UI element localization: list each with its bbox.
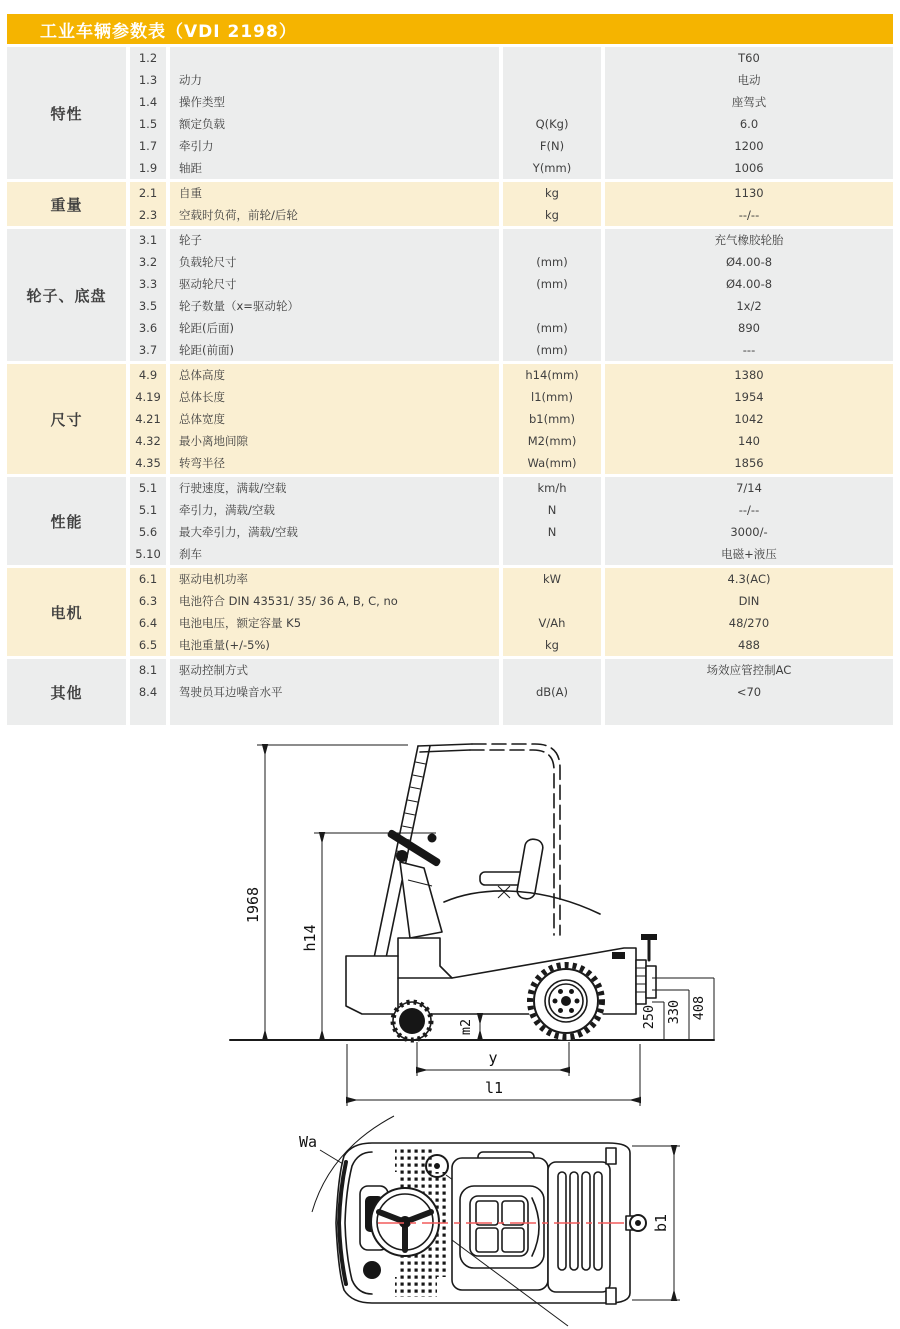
- dim-label-h14: h14: [301, 924, 319, 952]
- row-number: 5.1: [130, 499, 166, 521]
- row-number: 4.9: [130, 364, 166, 386]
- row-description: 轮距(前面): [170, 339, 499, 361]
- row-value: 488: [605, 634, 893, 656]
- steering-knob: [428, 834, 437, 843]
- row-number: 3.2: [130, 251, 166, 273]
- row-number: 3.7: [130, 339, 166, 361]
- section-label: 轮子、底盘: [7, 229, 126, 361]
- row-value: 1856: [605, 452, 893, 474]
- section-label: 性能: [7, 477, 126, 565]
- row-value: Ø4.00-8: [605, 273, 893, 295]
- row-unit: kg: [503, 634, 601, 656]
- guard-rear-pillar: [472, 744, 560, 935]
- hitch-block: [646, 966, 656, 998]
- row-number: 6.5: [130, 634, 166, 656]
- spacer-cell: [503, 703, 601, 725]
- row-description: 驱动控制方式: [170, 659, 499, 681]
- row-number: 6.4: [130, 612, 166, 634]
- dim-label-m2: m2: [458, 1018, 474, 1036]
- row-unit: kg: [503, 182, 601, 204]
- row-number: 3.6: [130, 317, 166, 339]
- row-value: DIN: [605, 590, 893, 612]
- dim-label-b1: b1: [652, 1213, 670, 1233]
- table-section: [7, 47, 893, 179]
- row-unit: [503, 69, 601, 91]
- row-description: 自重: [170, 182, 499, 204]
- guard-top-front: [420, 750, 470, 752]
- row-value: 充气橡胶轮胎: [605, 229, 893, 251]
- table-section: [7, 477, 893, 565]
- row-unit: kg: [503, 204, 601, 226]
- steering-hub: [396, 850, 408, 862]
- row-number: 1.9: [130, 157, 166, 179]
- row-value: 3000/-: [605, 521, 893, 543]
- row-value: 1200: [605, 135, 893, 157]
- row-number: 4.32: [130, 430, 166, 452]
- table-section: [7, 659, 893, 725]
- section-label: 电机: [7, 568, 126, 656]
- row-description: 负载轮尺寸: [170, 251, 499, 273]
- row-number: 8.4: [130, 681, 166, 703]
- dim-label-408: 408: [691, 995, 707, 1021]
- row-value: 48/270: [605, 612, 893, 634]
- row-number: 1.2: [130, 47, 166, 69]
- section-label: 尺寸: [7, 364, 126, 474]
- row-description: 动力: [170, 69, 499, 91]
- row-value: 电磁+液压: [605, 543, 893, 565]
- row-unit: [503, 590, 601, 612]
- row-number: 5.1: [130, 477, 166, 499]
- cover-tab: [606, 1148, 616, 1164]
- row-value: 电动: [605, 69, 893, 91]
- page-title-bar: [7, 14, 893, 44]
- row-number: 6.3: [130, 590, 166, 612]
- row-description: 驱动电机功率: [170, 568, 499, 590]
- row-value: 座驾式: [605, 91, 893, 113]
- section-label: 重量: [7, 182, 126, 226]
- row-value: 1954: [605, 386, 893, 408]
- row-unit: [503, 659, 601, 681]
- dim-label-wa: Wa: [298, 1133, 318, 1151]
- row-number: 1.3: [130, 69, 166, 91]
- row-description: 操作类型: [170, 91, 499, 113]
- row-value: 场效应管控制AC: [605, 659, 893, 681]
- guard-top-front: [418, 744, 472, 746]
- page-title: 工业车辆参数表（VDI 2198）: [40, 21, 297, 42]
- seat-cushion: [470, 1196, 528, 1256]
- spacer-cell: [130, 703, 166, 725]
- row-unit: Wa(mm): [503, 452, 601, 474]
- row-description: [170, 47, 499, 69]
- row-number: 2.1: [130, 182, 166, 204]
- steering-column-center: [434, 1163, 440, 1169]
- row-number: 3.3: [130, 273, 166, 295]
- spacer-cell: [170, 703, 499, 725]
- row-description: 轮子数量（x=驱动轮）: [170, 295, 499, 317]
- row-value: Ø4.00-8: [605, 251, 893, 273]
- dim-label-l1: l1: [484, 1079, 504, 1097]
- dim-label-1968: 1968: [244, 886, 262, 924]
- row-description: 最小离地间隙: [170, 430, 499, 452]
- row-number: 4.19: [130, 386, 166, 408]
- row-description: 转弯半径: [170, 452, 499, 474]
- row-description: 电池符合 DIN 43531/ 35/ 36 A, B, C, no: [170, 590, 499, 612]
- row-unit: [503, 229, 601, 251]
- row-number: 1.7: [130, 135, 166, 157]
- row-unit: kW: [503, 568, 601, 590]
- row-value: 7/14: [605, 477, 893, 499]
- row-unit: [503, 543, 601, 565]
- row-number: 4.21: [130, 408, 166, 430]
- row-description: 驱动轮尺寸: [170, 273, 499, 295]
- row-number: 6.1: [130, 568, 166, 590]
- row-description: 牵引力: [170, 135, 499, 157]
- row-value: 140: [605, 430, 893, 452]
- row-value: <70: [605, 681, 893, 703]
- row-description: 总体宽度: [170, 408, 499, 430]
- row-description: 最大牵引力，满载/空载: [170, 521, 499, 543]
- row-description: 轴距: [170, 157, 499, 179]
- row-description: 总体高度: [170, 364, 499, 386]
- row-value: --/--: [605, 204, 893, 226]
- row-value: 1x/2: [605, 295, 893, 317]
- row-number: 5.6: [130, 521, 166, 543]
- row-description: 行驶速度，满载/空载: [170, 477, 499, 499]
- row-unit: N: [503, 499, 601, 521]
- row-description: 驾驶员耳边噪音水平: [170, 681, 499, 703]
- technical-drawing: [0, 725, 900, 1329]
- row-description: 轮子: [170, 229, 499, 251]
- front-wheel-tire: [399, 1008, 425, 1034]
- row-unit: (mm): [503, 317, 601, 339]
- row-unit: b1(mm): [503, 408, 601, 430]
- table-section: [7, 568, 893, 656]
- spec-table: [7, 47, 893, 728]
- row-number: 1.4: [130, 91, 166, 113]
- row-description: 额定负载: [170, 113, 499, 135]
- section-label: 其他: [7, 659, 126, 725]
- row-value: 1042: [605, 408, 893, 430]
- dim-label-y: y: [488, 1049, 498, 1067]
- row-unit: [503, 295, 601, 317]
- table-section: [7, 182, 893, 226]
- row-number: 1.5: [130, 113, 166, 135]
- seat-backrest: [516, 838, 544, 900]
- row-number: 3.1: [130, 229, 166, 251]
- row-description: 电池电压，额定容量 K5: [170, 612, 499, 634]
- side-view-drawing: [230, 744, 714, 1106]
- row-unit: (mm): [503, 273, 601, 295]
- row-value: --/--: [605, 499, 893, 521]
- steering-console: [400, 862, 442, 938]
- row-unit: (mm): [503, 251, 601, 273]
- row-description: 轮距(后面): [170, 317, 499, 339]
- dim-label-330: 330: [666, 999, 682, 1025]
- rear-wheel-hub: [561, 996, 571, 1006]
- hitch-pin-top: [635, 1220, 641, 1226]
- row-number: 8.1: [130, 659, 166, 681]
- table-section: [7, 364, 893, 474]
- cover-tab: [606, 1288, 616, 1304]
- row-value: ---: [605, 339, 893, 361]
- row-value: 1006: [605, 157, 893, 179]
- row-number: 3.5: [130, 295, 166, 317]
- row-number: 4.35: [130, 452, 166, 474]
- row-unit: V/Ah: [503, 612, 601, 634]
- row-description: 牵引力，满载/空载: [170, 499, 499, 521]
- row-unit: (mm): [503, 339, 601, 361]
- row-value: 6.0: [605, 113, 893, 135]
- row-unit: Y(mm): [503, 157, 601, 179]
- body-vent: [612, 952, 625, 959]
- row-unit: [503, 47, 601, 69]
- row-unit: N: [503, 521, 601, 543]
- pedal: [363, 1261, 381, 1279]
- row-value: 4.3(AC): [605, 568, 893, 590]
- steering-hub-top: [399, 1216, 411, 1228]
- hitch-bracket: [636, 960, 646, 1004]
- row-unit: l1(mm): [503, 386, 601, 408]
- row-description: 刹车: [170, 543, 499, 565]
- row-description: 总体长度: [170, 386, 499, 408]
- row-unit: h14(mm): [503, 364, 601, 386]
- table-section: [7, 229, 893, 361]
- row-unit: dB(A): [503, 681, 601, 703]
- row-number: 2.3: [130, 204, 166, 226]
- row-value: 1130: [605, 182, 893, 204]
- top-view-drawing: [299, 1116, 680, 1326]
- row-value: T60: [605, 47, 893, 69]
- dim-label-250: 250: [641, 1004, 657, 1030]
- row-unit: [503, 91, 601, 113]
- row-number: 5.10: [130, 543, 166, 565]
- spacer-cell: [605, 703, 893, 725]
- row-description: 电池重量(+/-5%): [170, 634, 499, 656]
- row-unit: Q(Kg): [503, 113, 601, 135]
- row-unit: M2(mm): [503, 430, 601, 452]
- row-description: 空载时负荷，前轮/后轮: [170, 204, 499, 226]
- row-value: 1380: [605, 364, 893, 386]
- row-unit: F(N): [503, 135, 601, 157]
- row-value: 890: [605, 317, 893, 339]
- row-unit: km/h: [503, 477, 601, 499]
- floor-mat: [395, 1277, 437, 1297]
- section-label: 特性: [7, 47, 126, 179]
